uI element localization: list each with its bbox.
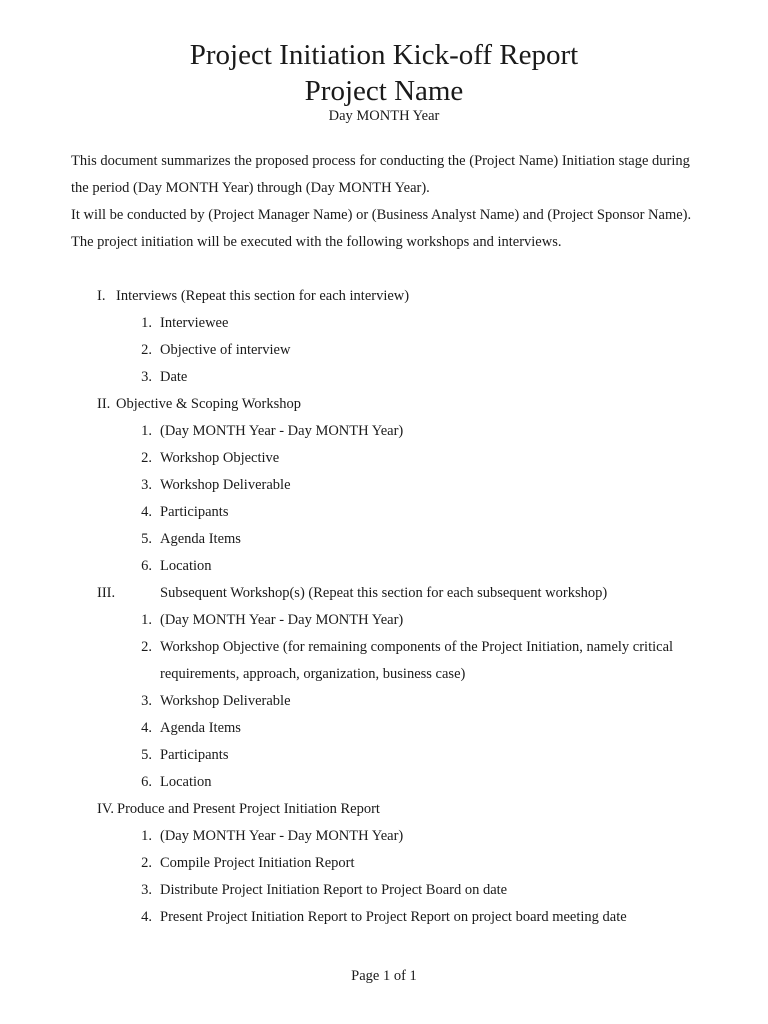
list-item [0, 823, 768, 850]
section-title: Subsequent Workshop(s) (Repeat this section for each subsequent workshop) [160, 585, 608, 601]
list-item [0, 850, 768, 877]
section-subsequent-workshops [0, 580, 768, 607]
section-numeral: I. [97, 288, 106, 304]
item-number: 4. [141, 504, 152, 520]
list-item [0, 472, 768, 499]
section-produce-report [0, 796, 768, 823]
list-item [0, 553, 768, 580]
item-number: 4. [141, 909, 152, 925]
item-text: Location [160, 774, 212, 790]
list-item [0, 445, 768, 472]
intro-line: This document summarizes the proposed process for conducting the (Project Name) Initiation stage during [71, 153, 690, 169]
item-text: Distribute Project Initiation Report to Project Board on date [160, 882, 508, 898]
item-number: 1. [141, 612, 152, 628]
list-item [0, 688, 768, 715]
section-numeral: III. [97, 585, 116, 601]
item-number: 3. [141, 369, 152, 385]
item-number: 2. [141, 450, 152, 466]
list-item [0, 607, 768, 634]
item-text: Workshop Objective [160, 450, 280, 466]
item-number: 2. [141, 639, 152, 655]
item-number: 3. [141, 693, 152, 709]
item-text: (Day MONTH Year - Day MONTH Year) [160, 612, 404, 628]
list-item [0, 310, 768, 337]
section-title: Interviews (Repeat this section for each interview) [116, 288, 410, 304]
item-number: 3. [141, 477, 152, 493]
item-number: 6. [141, 774, 152, 790]
intro-line: It will be conducted by (Project Manager Name) or (Business Analyst Name) and (Project Sponsor Name). [71, 207, 692, 223]
item-number: 5. [141, 747, 152, 763]
section-title: Produce and Present Project Initiation Report [117, 801, 380, 817]
item-text: Compile Project Initiation Report [160, 855, 355, 871]
item-number: 1. [141, 423, 152, 439]
list-item [0, 337, 768, 364]
item-text: Workshop Objective (for remaining components of the Project Initiation, namely critical requirements, approach, organization, business case) [160, 639, 674, 682]
item-number: 5. [141, 531, 152, 547]
intro-line: the period (Day MONTH Year) through (Day MONTH Year). [71, 180, 430, 196]
item-number: 2. [141, 855, 152, 871]
item-text: Agenda Items [160, 720, 241, 736]
intro-line: The project initiation will be executed with the following workshops and interviews. [71, 234, 562, 250]
item-text: Agenda Items [160, 531, 241, 547]
list-item [0, 526, 768, 553]
item-text: Interviewee [160, 315, 229, 331]
document-date: Day MONTH Year [328, 108, 440, 124]
list-item [0, 904, 768, 931]
item-text: Workshop Deliverable [160, 693, 291, 709]
item-text: Objective of interview [160, 342, 291, 358]
page-number: Page 1 of 1 [351, 968, 417, 984]
list-item [0, 742, 768, 769]
item-text: Location [160, 558, 212, 574]
item-number: 4. [141, 720, 152, 736]
section-numeral: II. [97, 396, 111, 412]
document-title: Project Initiation Kick-off Report [189, 39, 579, 71]
section-objective-scoping [0, 391, 768, 418]
item-number: 1. [141, 315, 152, 331]
section-numeral: IV. [97, 801, 115, 817]
section-interviews [0, 283, 768, 310]
list-item [0, 418, 768, 445]
section-title: Objective & Scoping Workshop [116, 396, 302, 412]
list-item [0, 877, 768, 904]
item-text: Date [160, 369, 188, 385]
item-number: 2. [141, 342, 152, 358]
list-item [0, 499, 768, 526]
list-item [0, 364, 768, 391]
item-number: 1. [141, 828, 152, 844]
item-text: Workshop Deliverable [160, 477, 291, 493]
intro-paragraph [71, 148, 751, 256]
list-item [0, 634, 768, 688]
project-name-heading: Project Name [304, 75, 464, 107]
list-item [0, 715, 768, 742]
item-text: (Day MONTH Year - Day MONTH Year) [160, 423, 404, 439]
item-number: 3. [141, 882, 152, 898]
item-text: Participants [160, 504, 229, 520]
item-text: Participants [160, 747, 229, 763]
outline-list [0, 283, 768, 931]
list-item [0, 769, 768, 796]
item-number: 6. [141, 558, 152, 574]
item-text: Present Project Initiation Report to Project Report on project board meeting date [160, 909, 627, 925]
item-text: (Day MONTH Year - Day MONTH Year) [160, 828, 404, 844]
